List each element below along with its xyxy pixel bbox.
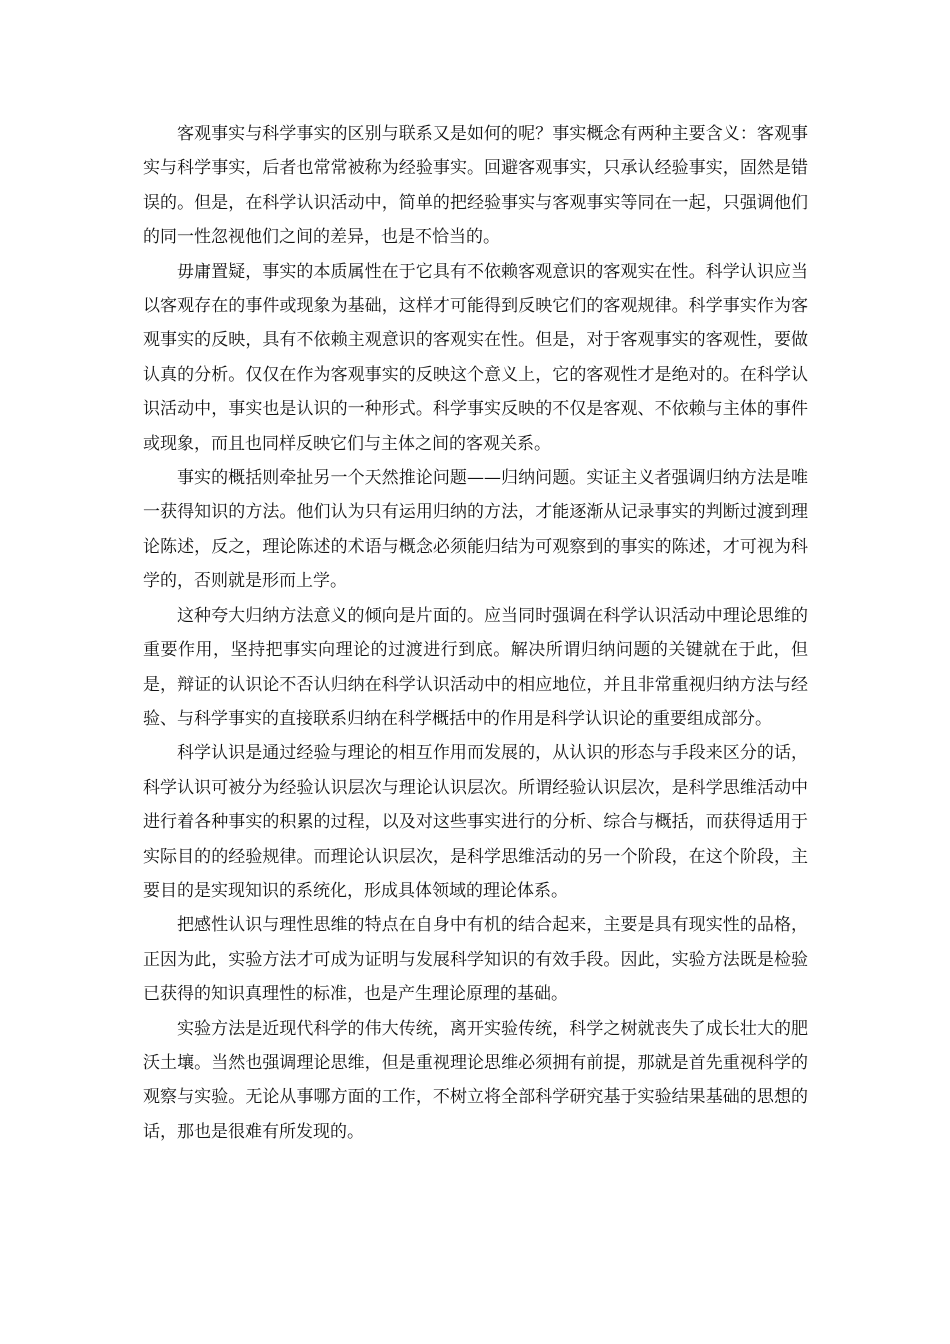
paragraph-1: 客观事实与科学事实的区别与联系又是如何的呢？事实概念有两种主要含义：客观事实与科学事实，后者也常常被称为经验事实。回避客观事实，只承认经验事实，固然是错误的。但是，在科学认识活动中，简单的把经验事实与客观事实等同在一起，只强调他们的同一性忽视他们之间的差异，也是不恰当的。 (143, 124, 808, 248)
paragraph-5: 科学认识是通过经验与理论的相互作用而发展的，从认识的形态与手段来区分的话，科学认识可被分为经验认识层次与理论认识层次。所谓经验认识层次，是科学思维活动中进行着各种事实的积累的过程，以及对这些事实进行的分析、综合与概括，而获得适用于实际目的的经验规律。而理论认识层次，是科学思维活动的另一个阶段，在这个阶段，主要目的是实现知识的系统化，形成具体领域的理论体系。 (143, 743, 808, 901)
paragraph-3: 事实的概括则牵扯另一个天然推论问题——归纳问题。实证主义者强调归纳方法是唯一获得知识的方法。他们认为只有运用归纳的方法，才能逐渐从记录事实的判断过渡到理论陈述，反之，理论陈述的术语与概念必须能归结为可观察到的事实的陈述，才可视为科学的，否则就是形而上学。 (143, 468, 808, 592)
paragraph-2: 毋庸置疑，事实的本质属性在于它具有不依赖客观意识的客观实在性。科学认识应当以客观存在的事件或现象为基础，这样才可能得到反映它们的客观规律。科学事实作为客观事实的反映，具有不依赖主观意识的客观实在性。但是，对于客观事实的客观性，要做认真的分析。仅仅在作为客观事实的反映这个意义上，它的客观性才是绝对的。在科学认识活动中，事实也是认识的一种形式。科学事实反映的不仅是客观、不依赖与主体的事件或现象，而且也同样反映它们与主体之间的客观关系。 (143, 261, 808, 454)
paragraph-7: 实验方法是近现代科学的伟大传统，离开实验传统，科学之树就丧失了成长壮大的肥沃土壤。当然也强调理论思维，但是重视理论思维必须拥有前提，那就是首先重视科学的观察与实验。无论从事哪方面的工作，不树立将全部科学研究基于实验结果基础的思想的话，那也是很难有所发现的。 (143, 1018, 808, 1142)
paragraph-6: 把感性认识与理性思维的特点在自身中有机的结合起来，主要是具有现实性的品格，正因为此，实验方法才可成为证明与发展科学知识的有效手段。因此，实验方法既是检验已获得的知识真理性的标准，也是产生理论原理的基础。 (143, 915, 808, 1005)
document-body (143, 117, 808, 1149)
paragraph-4: 这种夸大归纳方法意义的倾向是片面的。应当同时强调在科学认识活动中理论思维的重要作用，坚持把事实向理论的过渡进行到底。解决所谓归纳问题的关键就在于此，但是，辩证的认识论不否认归纳在科学认识活动中的相应地位，并且非常重视归纳方法与经验、与科学事实的直接联系归纳在科学概括中的作用是科学认识论的重要组成部分。 (143, 605, 808, 729)
